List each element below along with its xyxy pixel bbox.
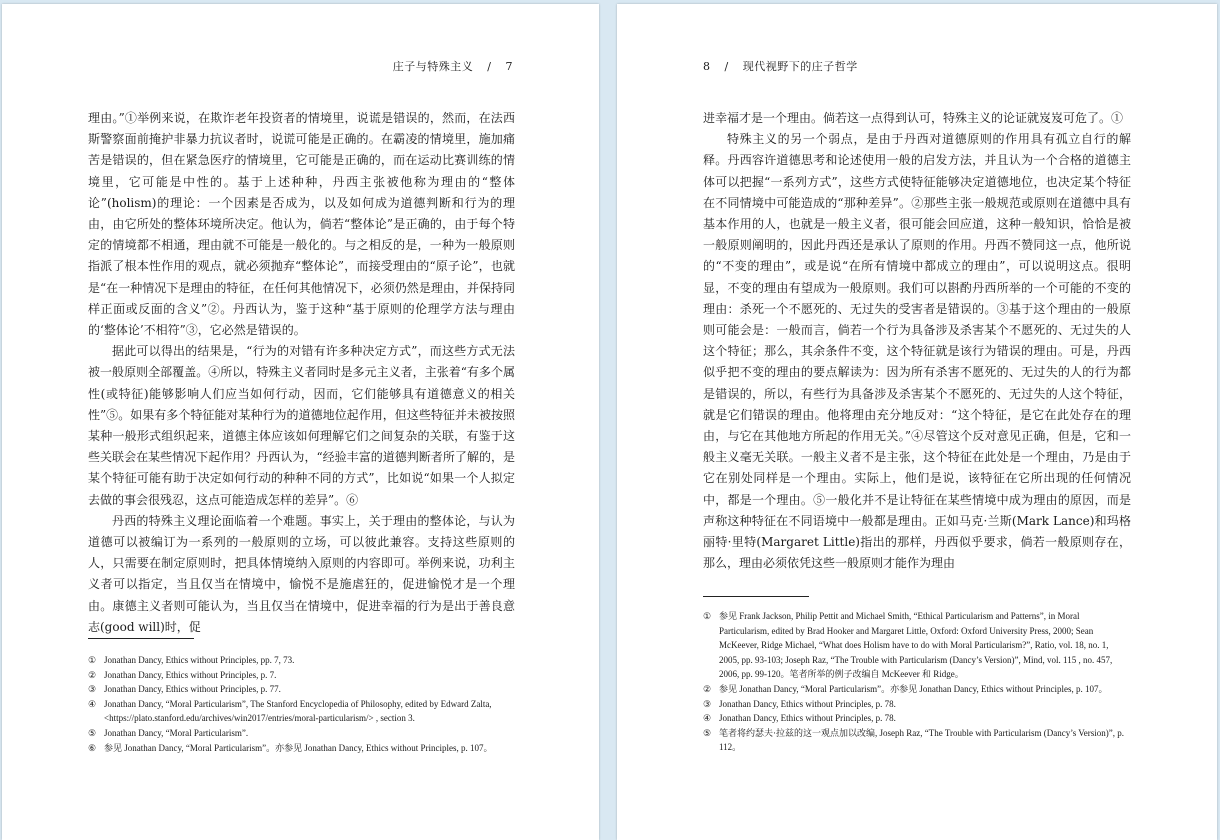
footnote-number: ③ [88,684,97,695]
left-page [2,4,599,840]
footnote-number: ④ [88,698,97,709]
footnote-number: ⑥ [88,742,97,753]
book-title: 现代视野下的庄子哲学 [742,60,858,73]
footnote [703,726,1131,755]
page-number: 8 [703,60,711,73]
running-head [393,58,513,74]
footnotes [88,653,516,755]
footnote [88,726,516,741]
footnote-number: ⑤ [88,727,97,738]
footnote-text: Jonathan Dancy, Ethics without Principles, p. 78. [719,698,896,709]
footnote-rule [703,596,809,597]
footnote [88,741,516,756]
footnote-number: ② [88,669,97,680]
footnote [88,697,516,726]
footnote [88,682,516,697]
footnote-text: Jonathan Dancy, Ethics without Principles, p. 78. [719,713,896,724]
footnote [88,668,516,683]
footnote-number: ④ [703,713,712,724]
footnote-text: Jonathan Dancy, “Moral Particularism”, The Stanford Encyclopedia of Philosophy, edited by Edward Zalta, <https://plato.stanford.edu/archives/win2017/entries/moral-particularism/> , section 3. [104,698,492,724]
footnote-text: Jonathan Dancy, Ethics without Principles, p. 77. [104,684,281,695]
footnotes [703,609,1131,755]
footnote-number: ③ [703,698,712,709]
footnote-number: ② [703,683,712,694]
footnote-text: Jonathan Dancy, Ethics without Principles, p. 7. [104,669,277,680]
paragraph: 特殊主义的另一个弱点，是由于丹西对道德原则的作用具有孤立自行的解释。丹西容许道德思考和论述使用一般的启发方法，并且认为一个合格的道德主体可以把握“一系列方式”，这些方式使特征能够决定道德地位，也决定某个特征在不同情境中可能造成的“那种差异”。②那些主张一般规范或原则在道德中具有基本作用的人，也就是一般主义者，很可能会回应道，这种一般知识，恰恰是被一般原则阐明的，因此丹西还是承认了原则的作用。丹西不赞同这一点，他所说的“不变的理由”，或是说“在所有情境中都成立的理由”，可以说明这点。很明显，不变的理由有望成为一般原则。我们可以斟酌丹西所举的一个可能的不变的理由：杀死一个不愿死的、无过失的受害者是错误的。③基于这个理由的一般原则可能会是：一般而言，倘若一个行为具备涉及杀害某个不愿死的、无过失的人这个特征；那么，其余条件不变，这个特征就是该行为错误的理由。可是，丹西似乎把不变的理由的要点解读为：因为所有杀害不愿死的、无过失的人的行为都是错误的，所以，有些行为具备涉及杀害某个不愿死的、无过失的人这个特征，就是它们错误的理由。他将理由充分地反对：“这个特征，是它在此处存在的理由，与它在其他地方所起的作用无关。”④尽管这个反对意见正确，但是，它和一般主义毫无关联。一般主义者不是主张，这个特征在此处是一个理由，乃是由于它在别处同样是一个理由。实际上，他们是说，该特征在它所出现的任何情况中，都是一个理由。⑤一般化并不是让特征在某些情境中成为理由的原因，而是声称这种特征在不同语境中一般都是理由。正如马克·兰斯(Mark Lance)和玛格丽特·里特(Margaret Little)指出的那样，丹西似乎要求，倘若一般原则存在，那么，理由必须依凭这些一般原则才能作为理由 [703,132,1131,571]
footnote-rule [88,638,194,639]
footnote [703,697,1131,712]
footnote-number: ① [88,655,97,665]
running-head [703,58,858,74]
paragraph: 理由。”①举例来说，在欺诈老年投资者的情境里，说谎是错误的，然而，在法西斯警察面前掩护非暴力抗议者时，说谎可能是正确的。在霸凌的情境里，施加痛苦是错误的，但在紧急医疗的情境里，它可能是正确的，而在运动比赛训练的情境里，它可能是中性的。基于上述种种，丹西主张被他称为理由的“整体论”(holism)的理论：一个因素是否成为，以及如何成为道德判断和行为的理由，由它所处的整体环境所决定。他认为，倘若“整体论”是正确的，由于每个特定的情境都不相通，理由就不可能是一般化的。与之相反的是，一种为一般原则指派了根本性作用的观点，就必须抛弃“整体论”，而接受理由的“原子论”，也就是“在一种情况下是理由的特征，在任何其他情况下，必须仍然是理由，并保持同样正面或反面的含义”②。丹西认为，鉴于这种“基于原则的伦理学方法与理由的‘整体论’不相符”③，它必然是错误的。 [88,111,515,338]
page-number: 7 [505,60,513,73]
footnote-text: Jonathan Dancy, Ethics without Principles, pp. 7, 73. [104,655,295,665]
body-text [703,108,1131,574]
header-separator: / [724,60,729,73]
body-text [88,108,515,638]
footnote-text: 参见 Jonathan Dancy, “Moral Particularism”。亦参见 Jonathan Dancy, Ethics without Principles, p. 107。 [719,683,1108,694]
footnote [703,682,1131,697]
footnote [703,711,1131,726]
chapter-title: 庄子与特殊主义 [392,60,474,73]
footnote-number: ① [703,611,712,621]
footnote-text: 参见 Frank Jackson, Philip Pettit and Michael Smith, “Ethical Particularism and Patterns”, in Moral Particularism, edited by Brad Hooker and Margaret Little, Oxford: Oxford University Press, 2000; Sean McKeever, Ridge Michael, “What does Holism have to do with Moral Particularism?”, Ratio, vol. 18, no. 1, 2005, pp. 93-103; Joseph Raz, “The Trouble with Particularism (Dancy’s Version)”, Mind, vol. 115 , no. 457, 2006, pp. 99-120。笔者所举的例子改编自 McKeever 和 Ridge。 [719,611,1113,680]
footnote [88,653,516,668]
footnote-number: ⑤ [703,727,712,738]
header-separator: / [487,60,492,73]
footnote [703,609,1131,682]
footnote-text: 笔者将约瑟夫·拉兹的这一观点加以改编, Joseph Raz, “The Trouble with Particularism (Dancy’s Version)”, p. 112。 [719,727,1125,753]
footnote-text: Jonathan Dancy, “Moral Particularism”. [104,727,249,738]
paragraph: 进幸福才是一个理由。倘若这一点得到认可，特殊主义的论证就岌岌可危了。① [703,111,1124,125]
paragraph: 据此可以得出的结果是，“行为的对错有许多种决定方式”，而这些方式无法被一般原则全部覆盖。④所以，特殊主义者同时是多元主义者，主张着“有多个属性(或特征)能够影响人们应当如何行动，因而，它们能够具有道德意义的相关性”⑤。如果有多个特征能对某种行为的道德地位起作用，但这些特征并未被按照某种一般形式组织起来，道德主体应该如何理解它们之间复杂的关联，有鉴于这些关联会在某些情况下起作用？丹西认为，“经验丰富的道德判断者所了解的，是某个特征可能有助于决定如何行动的种种不同的方式”，比如说“如果一个人拟定去做的事会很残忍，这点可能造成怎样的差异”。⑥ [88,344,515,507]
right-page [617,4,1217,840]
paragraph: 丹西的特殊主义理论面临着一个难题。事实上，关于理由的整体论，与认为道德可以被编订为一系列的一般原则的立场，可以彼此兼容。支持这些原则的人，只需要在制定原则时，把具体情境纳入原则的内容即可。举例来说，功利主义者可以指定，当且仅当在情境中，愉悦不是施虐狂的，促进愉悦才是一个理由。康德主义者则可能认为，当且仅当在情境中，促进幸福的行为是出于善良意志(good will)时，促 [88,513,515,634]
footnote-text: 参见 Jonathan Dancy, “Moral Particularism”。亦参见 Jonathan Dancy, Ethics without Principles, p. 107。 [104,742,493,753]
